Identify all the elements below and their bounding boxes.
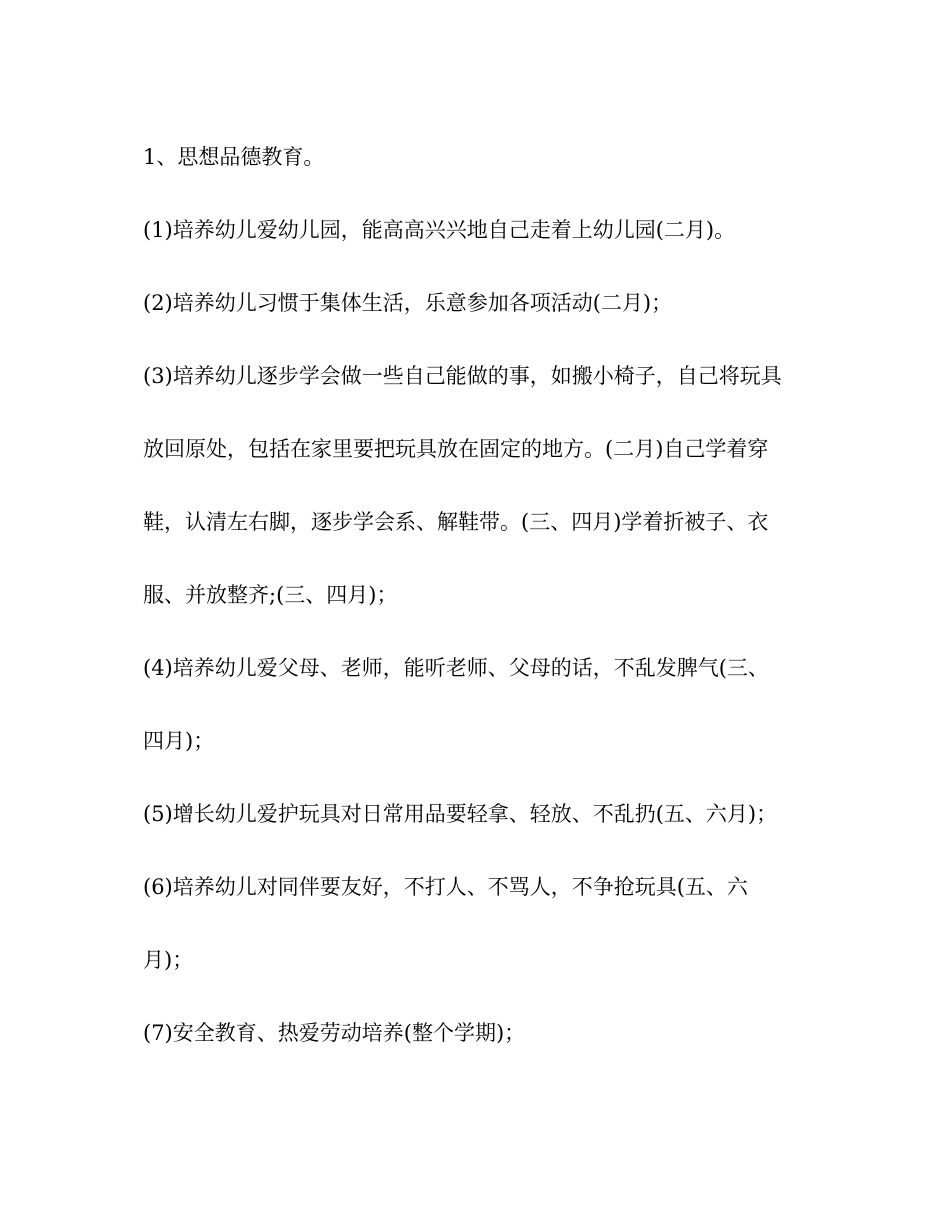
- paragraph-item-7: (7)安全教育、热爱劳动培养(整个学期)；: [143, 1021, 526, 1045]
- paragraph-item-5: (5)增长幼儿爱护玩具对日常用品要轻拿、轻放、不乱扔(五、六月)；: [143, 802, 778, 826]
- paragraph-item-4-line1: (4)培养幼儿爱父母、老师，能听老师、父母的话，不乱发脾气(三、: [143, 656, 769, 680]
- paragraph-item-3-line3: 鞋，认清左右脚，逐步学会系、解鞋带。(三、四月)学着折被子、衣: [143, 510, 769, 534]
- paragraph-item-4-line2: 四月)；: [143, 729, 215, 753]
- paragraph-item-3-line2: 放回原处，包括在家里要把玩具放在固定的地方。(二月)自己学着穿: [143, 437, 769, 461]
- paragraph-item-6-line2: 月)；: [143, 948, 194, 972]
- section-heading: 1、思想品德教育。: [143, 145, 325, 169]
- paragraph-item-3-line1: (3)培养幼儿逐步学会做一些自己能做的事，如搬小椅子，自己将玩具: [143, 364, 782, 388]
- paragraph-item-2: (2)培养幼儿习惯于集体生活，乐意参加各项活动(二月)；: [143, 291, 673, 315]
- paragraph-item-6-line1: (6)培养幼儿对同伴要友好，不打人、不骂人，不争抢玩具(五、六: [143, 875, 748, 899]
- paragraph-item-3-line4: 服、并放整齐;(三、四月)；: [143, 583, 398, 607]
- paragraph-item-1: (1)培养幼儿爱幼儿园，能高高兴兴地自己走着上幼儿园(二月)。: [143, 218, 736, 242]
